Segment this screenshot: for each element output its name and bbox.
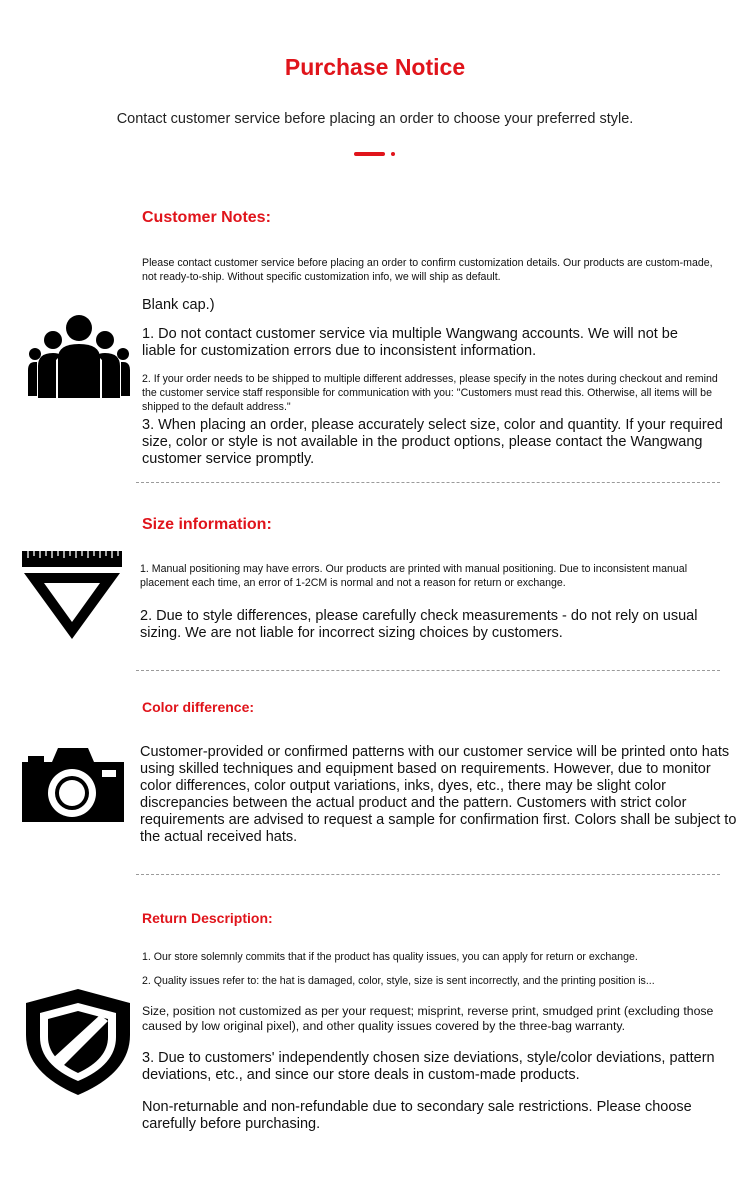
page-subtitle: Contact customer service before placing an order to choose your preferred style. (116, 111, 634, 127)
section-divider (136, 874, 720, 875)
decoration-bar (354, 152, 385, 156)
return-item-3: 3. Due to customers' independently chosen size deviations, style/color deviations, pattern deviations, etc., and since our store deals in custom-made products. (142, 1050, 715, 1083)
customer-notes-title: Customer Notes: (142, 209, 271, 226)
page-title: Purchase Notice (284, 54, 466, 80)
size-info-item-1: 1. Manual positioning may have errors. Our products are printed with manual positioning. Due to inconsistent manual placement each time, an error of 1-2CM is normal and not a reason for return or exchange. (140, 563, 688, 589)
people-group-icon (28, 312, 130, 398)
shield-icon (26, 989, 130, 1095)
title-decoration (354, 151, 400, 157)
section-divider (136, 670, 720, 671)
return-item-1: 1. Our store solemnly commits that if the product has quality issues, you can apply for return or exchange. (142, 951, 638, 963)
color-difference-title: Color difference: (142, 699, 255, 715)
color-difference-text: Customer-provided or confirmed patterns with our customer service will be printed onto hats using skilled techniques and equipment based on requirements. However, due to monitor color differences, color output variations, inks, dyes, etc., there may be slight color discrepancies between the actual product and the pattern. Customers with strict color requirements are advised to request a sample for confirmation first. Colors shall be subject to the actual received hats. (140, 744, 737, 845)
customer-notes-blank-cap: Blank cap.) (142, 297, 215, 313)
size-info-title: Size information: (142, 516, 272, 533)
return-description-title: Return Description: (142, 910, 273, 926)
camera-icon (22, 746, 124, 822)
decoration-dot (391, 152, 395, 156)
size-info-item-2: 2. Due to style differences, please carefully check measurements - do not rely on usual sizing. We are not liable for incorrect sizing choices by customers. (140, 608, 698, 641)
customer-notes-intro: Please contact customer service before placing an order to confirm customization details. Our products are custom-made, not ready-to-ship. Without specific customization info, we will ship as default. (142, 257, 713, 283)
ruler-triangle-icon (22, 551, 122, 639)
section-divider (136, 482, 720, 483)
customer-notes-item-2: 2. If your order needs to be shipped to multiple different addresses, please specify in the notes during checkout and remind the customer service staff responsible for communication with you: "Customers must read this. Otherwise, all items will be shipped to the default address." (142, 373, 718, 413)
return-non-refundable: Non-returnable and non-refundable due to secondary sale restrictions. Please choose carefully before purchasing. (142, 1099, 692, 1132)
customer-notes-item-3: 3. When placing an order, please accurately select size, color and quantity. If your required size, color or style is not available in the product options, please contact the Wangwang customer service promptly. (142, 417, 723, 467)
customer-notes-item-1: 1. Do not contact customer service via multiple Wangwang accounts. We will not be liable for customization errors due to inconsistent information. (142, 326, 678, 359)
return-item-2: 2. Quality issues refer to: the hat is damaged, color, style, size is sent incorrectly, and the printing position is... (142, 975, 655, 987)
return-item-size: Size, position not customized as per your request; misprint, reverse print, smudged print (excluding those caused by low original pixel), and other quality issues covered by the three-bag warranty. (142, 1004, 714, 1033)
